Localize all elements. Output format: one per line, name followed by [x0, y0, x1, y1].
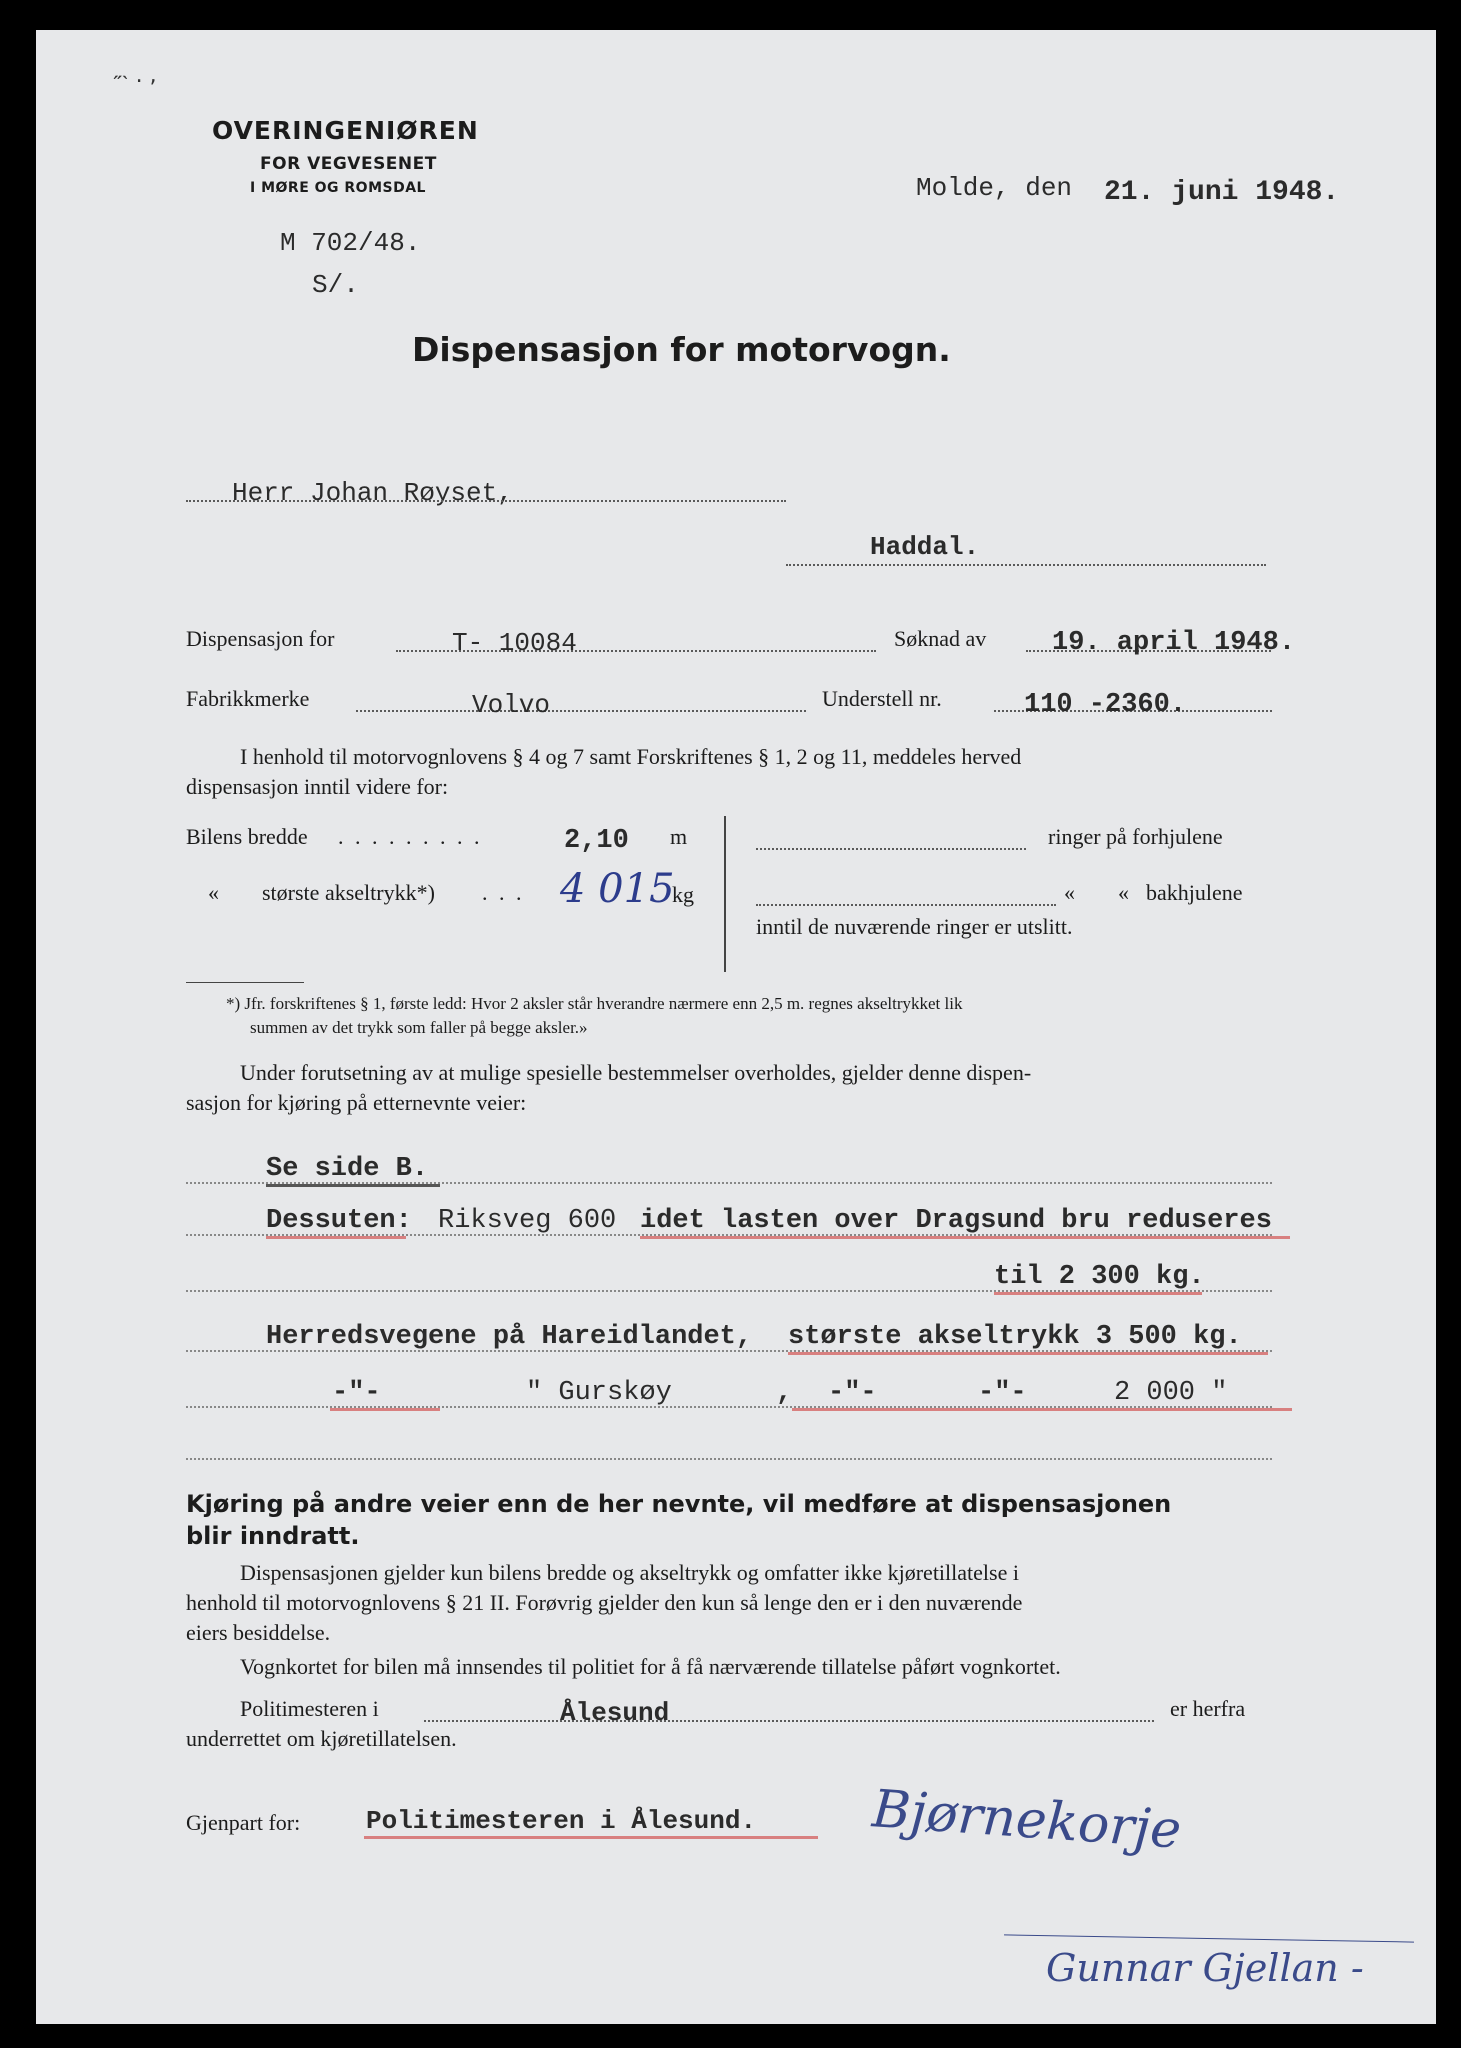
roads-dotted-4	[186, 1350, 1272, 1352]
roads-line2-c: idet lasten over Dragsund bru reduseres	[640, 1206, 1272, 1236]
letterhead-line1: OVERINGENIØREN	[212, 116, 479, 145]
specs-divider	[724, 816, 726, 972]
bredde-dots: . . . . . . . . .	[338, 824, 483, 849]
understell-value: 110 -2360.	[1024, 690, 1187, 720]
bredde-label: Bilens bredde	[186, 824, 308, 849]
roads-line5-a-underline	[330, 1408, 440, 1411]
roads-line3-underline	[994, 1292, 1202, 1295]
aksel-unit: kg	[672, 882, 694, 907]
roads-line5-underline	[792, 1408, 1292, 1411]
body-p1-line3: eiers besiddelse.	[186, 1620, 331, 1645]
signature-2-stroke	[1004, 1934, 1414, 1942]
soknad-label: Søknad av	[894, 626, 987, 651]
body-p2: Vognkortet for bilen må innsendes til politiet for å få nærværende tillatelse påført vognkortet.	[240, 1654, 1061, 1679]
roads-line2-b: Riksveg 600	[438, 1206, 617, 1236]
roads-line4-b-underline	[788, 1352, 1268, 1355]
copy-value-underline	[364, 1836, 818, 1839]
roads-line5-b: " Gurskøy	[526, 1378, 672, 1408]
warning-line1: Kjøring på andre veier enn de her nevnte, vil medføre at dispensasjonen	[186, 1490, 1172, 1518]
roads-dotted-3	[186, 1290, 1272, 1292]
letterhead-line2: FOR VEGVESENET	[260, 154, 437, 174]
corner-marks: ˶˴ . ,	[114, 63, 157, 88]
roads-line5-c: ,	[776, 1378, 793, 1408]
body-p1-line2: henhold til motorvognlovens § 21 II. Forøvrig gjelder den kun så lenge den er i den nuværende	[186, 1590, 1023, 1615]
footnote-rule	[186, 982, 304, 983]
ringer-ditto2: «	[1118, 880, 1129, 905]
reference-initials: S/.	[312, 270, 359, 300]
fabrikkmerke-label: Fabrikkmerke	[186, 686, 310, 711]
forhjul-line	[756, 848, 1026, 850]
politimester-line	[424, 1720, 1154, 1722]
dispensasjon-label: Dispensasjon for	[186, 626, 335, 651]
roads-line5-d: -"-	[828, 1378, 877, 1408]
ringer-ditto1: «	[1064, 880, 1075, 905]
soknad-value: 19. april 1948.	[1052, 628, 1296, 658]
signature-1: Bjørnekorje	[870, 1779, 1184, 1861]
roads-dotted-1	[186, 1182, 1272, 1184]
signature-2: Gunnar Gjellan -	[1046, 1946, 1364, 1990]
copy-value: Politimesteren i Ålesund.	[366, 1806, 757, 1836]
intro-text-1: I henhold til motorvognlovens § 4 og 7 samt Forskriftenes § 1, 2 og 11, meddeles herved	[240, 744, 1022, 769]
condition-line2: sasjon for kjøring på etternevnte veier:	[186, 1090, 527, 1115]
fabrikkmerke-line	[356, 710, 806, 712]
roads-line1-underline	[266, 1184, 440, 1187]
roads-line5-f: 2 000 "	[1114, 1378, 1228, 1408]
ringer-bakhjul: bakhjulene	[1146, 880, 1243, 905]
ringer-note: inntil de nuværende ringer er utslitt.	[756, 914, 1073, 939]
aksel-dots: . . .	[482, 880, 525, 905]
roads-dotted-5	[186, 1406, 1272, 1408]
place-date-prefix: Molde, den	[916, 173, 1073, 203]
footnote-line2: summen av det trykk som faller på begge aksler.»	[250, 1018, 588, 1037]
body-p1-line1: Dispensasjonen gjelder kun bilens bredde og akseltrykk og omfatter ikke kjøretillatelse i	[240, 1560, 1019, 1585]
footnote-line1: *) Jfr. forskriftenes § 1, første ledd: Hvor 2 aksler står hverandre nærmere enn 2,5 m. regnes akseltrykket lik	[226, 994, 963, 1013]
bakhjul-line	[756, 904, 1056, 906]
body-p3-value: Ålesund	[560, 1698, 670, 1728]
reference-number: M 702/48.	[280, 228, 421, 258]
roads-line4-a: Herredsvegene på Hareidlandet,	[266, 1322, 753, 1352]
warning-line2: blir inndratt.	[186, 1522, 360, 1550]
roads-line5-a: -"-	[332, 1378, 381, 1408]
roads-line1: Se side B.	[266, 1154, 429, 1184]
body-p3-a: Politimesteren i	[240, 1696, 379, 1721]
dispensasjon-value: T- 10084	[452, 628, 577, 658]
roads-line4-b: største akseltrykk 3 500 kg.	[788, 1322, 1242, 1352]
roads-line2-c-underline	[640, 1236, 1290, 1239]
roads-line2-a-underline	[266, 1236, 406, 1239]
aksel-ditto: «	[208, 880, 219, 905]
roads-dotted-6	[186, 1458, 1272, 1460]
place-date-value: 21. juni 1948.	[1104, 177, 1340, 208]
understell-label: Understell nr.	[822, 686, 942, 711]
copy-label: Gjenpart for:	[186, 1810, 301, 1835]
aksel-value-handwritten: 4 015	[560, 866, 675, 912]
recipient-place: Haddal.	[870, 532, 980, 562]
recipient-name-line	[186, 500, 786, 502]
letterhead-line3: I MØRE OG ROMSDAL	[250, 180, 426, 196]
document-page	[36, 30, 1436, 2024]
bredde-value: 2,10	[564, 826, 629, 856]
bredde-unit: m	[670, 824, 688, 849]
body-p3-b: er herfra	[1170, 1696, 1246, 1721]
roads-line5-e: -"-	[978, 1378, 1027, 1408]
roads-line3: til 2 300 kg.	[994, 1262, 1205, 1292]
condition-line1: Under forutsetning av at mulige spesielle bestemmelser overholdes, gjelder denne dispen-	[240, 1060, 1032, 1085]
intro-text-2: dispensasjon inntil videre for:	[186, 774, 449, 799]
body-p3-line2: underrettet om kjøretillatelsen.	[186, 1726, 457, 1751]
fabrikkmerke-value: Volvo	[472, 690, 551, 720]
aksel-label: største akseltrykk*)	[262, 880, 435, 905]
ringer-forhjul: ringer på forhjulene	[1048, 824, 1223, 849]
recipient-name: Herr Johan Røyset,	[232, 478, 513, 508]
roads-line2-a: Dessuten:	[266, 1206, 412, 1236]
document-title: Dispensasjon for motorvogn.	[412, 330, 951, 369]
roads-dotted-2	[186, 1234, 1272, 1236]
recipient-place-line	[786, 564, 1266, 566]
